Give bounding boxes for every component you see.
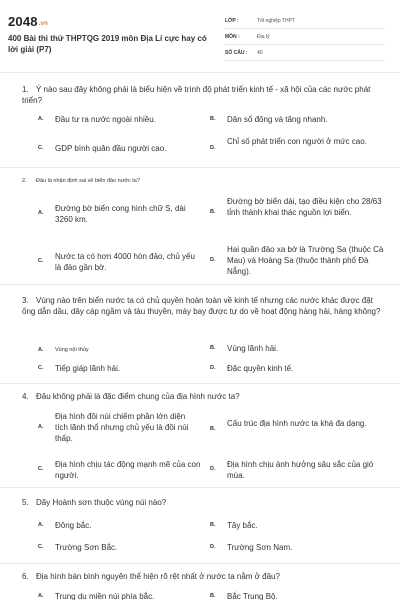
option-text: Đông bắc.: [55, 521, 92, 530]
question-text: Đâu không phải là đặc điểm chung của địa hình nước ta?: [36, 392, 240, 401]
option-text: Tây bắc.: [227, 521, 258, 530]
option-text: Chỉ số phát triển con người ở mức cao.: [227, 137, 367, 146]
option-letter: A.: [38, 522, 44, 528]
site-logo[interactable]: [8, 14, 48, 29]
meta-row-count: [225, 45, 385, 61]
question-6-stem: [22, 571, 382, 582]
meta-value: Địa lý: [257, 33, 270, 40]
option-text: Đầu tư ra nước ngoài nhiều.: [55, 115, 156, 124]
divider: [0, 167, 400, 168]
option-letter: C.: [38, 145, 44, 151]
option-letter: A.: [38, 116, 44, 122]
logo-tld: .vn: [38, 21, 49, 27]
option-text: Dân số đông và tăng nhanh.: [227, 115, 328, 124]
option-text: Địa hình chịu tác động mạnh mẽ của con người.: [55, 460, 201, 480]
divider: [0, 383, 400, 384]
option-text: GDP bình quân đầu người cao.: [55, 144, 167, 153]
option-text: Địa hình đồi núi chiếm phần lớn diện tích lãnh thổ nhưng chủ yếu là đồi núi thấp.: [55, 412, 189, 443]
document-title: 400 Bài thi thử THPTQG 2019 môn Địa Lí cực hay có lời giải (P7): [8, 34, 207, 54]
meta-row-class: [225, 13, 385, 29]
option-letter: C.: [38, 365, 44, 371]
option-text: Trung du miền núi phía bắc.: [55, 592, 155, 600]
meta-label: LỚP :: [225, 17, 239, 24]
option-letter: B.: [210, 522, 216, 528]
option-letter: B.: [210, 426, 216, 432]
option-letter: D.: [210, 365, 216, 371]
option-text: Bắc Trung Bộ.: [227, 592, 278, 600]
option-text: Trường Sơn Bắc.: [55, 543, 118, 552]
divider: [0, 72, 400, 73]
meta-value: Tốt nghiệp THPT: [257, 17, 295, 24]
question-text: Đâu là nhận định sai về biển đảo nước ta?: [36, 178, 140, 184]
option-letter: B.: [210, 209, 216, 215]
option-letter: C.: [38, 258, 44, 264]
option-letter: D.: [210, 544, 216, 550]
question-number: 4.: [22, 392, 29, 401]
option-letter: A.: [38, 347, 44, 353]
divider: [0, 563, 400, 564]
option-text: Hai quần đảo xa bờ là Trường Sa (thuộc Cà Mau) và Hoàng Sa (thuộc thành phố Đà Nẵng).: [227, 245, 384, 276]
option-letter: C.: [38, 544, 44, 550]
question-2-stem: [22, 177, 382, 186]
question-1-stem: [22, 84, 382, 106]
option-text: Đường bờ biển dài, tạo điều kiện cho 28/63 tỉnh thành khai thác nguồn lợi biển.: [227, 197, 382, 217]
question-number: 5.: [22, 498, 29, 507]
question-text: Vùng nào trên biển nước ta có chủ quyền hoàn toàn về kinh tế nhưng các nước khác được đặt ống dẫn dầu, dây cáp ngầm và tàu thuyền, máy bay được tự do về hoạt động hàng hải, hàng không?: [22, 296, 381, 316]
option-letter: B.: [210, 593, 216, 599]
question-text: Địa hình bán bình nguyên thể hiện rõ rệt nhất ở nước ta nằm ở đâu?: [36, 572, 280, 581]
question-text: Dãy Hoành sơn thuộc vùng núi nào?: [36, 498, 167, 507]
option-text: Vùng lãnh hải.: [227, 344, 279, 353]
option-text: Địa hình chịu ảnh hưởng sâu sắc của gió mùa.: [227, 460, 374, 480]
option-text: Đường bờ biển cong hình chữ S, dài 3260 km.: [55, 204, 186, 224]
document-header: [0, 0, 400, 72]
option-text: Cấu trúc địa hình nước ta khá đa dạng.: [227, 419, 367, 428]
meta-label: MÔN :: [225, 33, 240, 40]
option-letter: D.: [210, 145, 216, 151]
option-letter: D.: [210, 257, 216, 263]
question-3-stem: [22, 295, 382, 317]
option-letter: A.: [38, 593, 44, 599]
option-text: Vùng nội thủy: [55, 347, 89, 353]
meta-row-subject: [225, 29, 385, 45]
logo-text: 2048: [8, 14, 38, 29]
question-text: Ý nào sau đây không phải là biểu hiện về trình độ phát triển kinh tế - xã hội của các nước phát triển?: [22, 85, 371, 105]
divider: [0, 284, 400, 285]
option-text: Đặc quyền kinh tế.: [227, 364, 294, 373]
option-text: Tiếp giáp lãnh hải.: [55, 364, 121, 373]
meta-table: [225, 13, 385, 61]
question-number: 2.: [22, 178, 27, 184]
meta-value: 40: [257, 49, 263, 56]
option-letter: B.: [210, 116, 216, 122]
meta-label: SỐ CÂU :: [225, 49, 248, 56]
question-5-stem: [22, 497, 382, 508]
option-letter: C.: [38, 466, 44, 472]
option-letter: B.: [210, 345, 216, 351]
option-letter: A.: [38, 424, 44, 430]
question-number: 3.: [22, 296, 29, 305]
option-text: Trường Sơn Nam.: [227, 543, 293, 552]
option-letter: A.: [38, 210, 44, 216]
question-number: 6.: [22, 572, 29, 581]
option-letter: D.: [210, 466, 216, 472]
question-number: 1.: [22, 85, 29, 94]
question-4-stem: [22, 391, 382, 402]
divider: [0, 487, 400, 488]
option-text: Nước ta có hơn 4000 hòn đảo, chủ yếu là đảo gần bờ.: [55, 252, 195, 272]
